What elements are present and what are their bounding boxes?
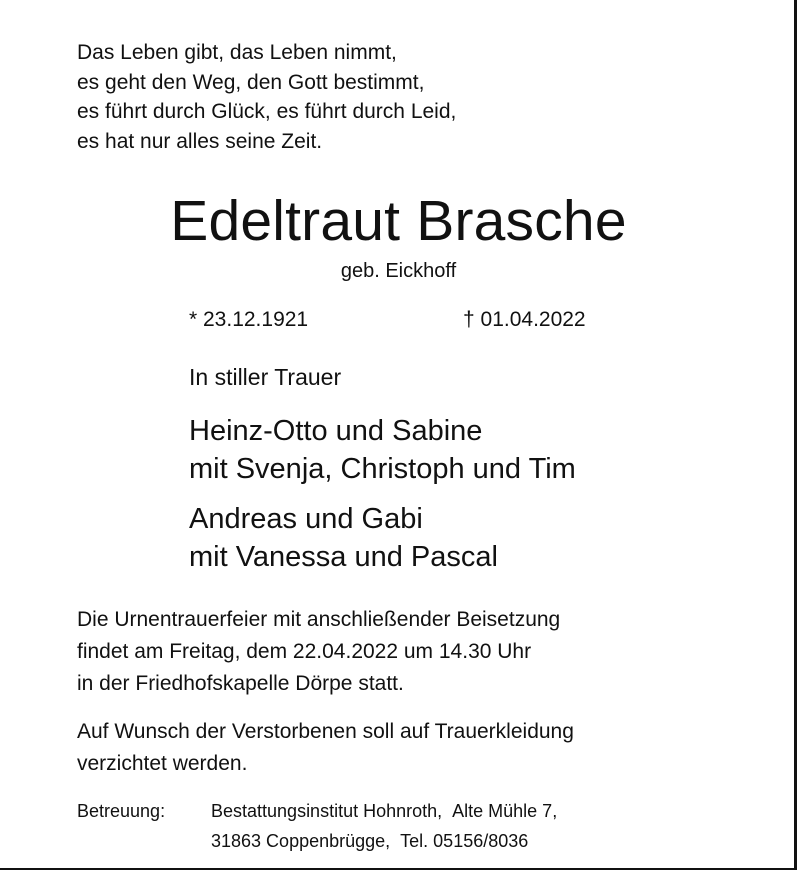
- poem-line: es hat nur alles seine Zeit.: [77, 129, 323, 153]
- deceased-name: Edeltraut Brasche: [170, 189, 627, 253]
- birth-date: * 23.12.1921: [189, 308, 309, 331]
- funeral-home-city: 31863 Coppenbrügge,: [211, 831, 391, 851]
- wish-line: verzichtet werden.: [77, 752, 248, 775]
- poem-line: Das Leben gibt, das Leben nimmt,: [77, 41, 397, 64]
- poem: [77, 38, 456, 156]
- family-group: [189, 412, 576, 488]
- birth-name: geb. Eickhoff: [340, 260, 457, 282]
- ceremony-line: in der Friedhofskapelle Dörpe statt.: [77, 672, 404, 695]
- poem-line: es geht den Weg, den Gott bestimmt,: [77, 70, 425, 94]
- clothing-wish: [77, 716, 574, 780]
- wish-line: Auf Wunsch der Verstorbenen soll auf Trauerkleidung: [77, 720, 574, 743]
- family-line: mit Svenja, Christoph und Tim: [189, 453, 576, 485]
- funeral-home-phone: Tel. 05156/8036: [400, 831, 529, 851]
- care-details: [211, 796, 557, 856]
- death-date: † 01.04.2022: [463, 308, 586, 331]
- poem-line: es führt durch Glück, es führt durch Leid,: [77, 100, 457, 123]
- ceremony-line: Die Urnentrauerfeier mit anschließender Beisetzung: [77, 608, 561, 631]
- funeral-home-street: Alte Mühle 7,: [452, 801, 558, 821]
- mourning-intro: In stiller Trauer: [189, 364, 342, 390]
- funeral-home-name: Bestattungsinstitut Hohnroth,: [211, 801, 443, 821]
- family-group: [189, 500, 498, 576]
- ceremony-line: findet am Freitag, dem 22.04.2022 um 14.30 Uhr: [77, 640, 532, 663]
- family-line: Andreas und Gabi: [189, 503, 423, 535]
- ceremony-info: [77, 604, 560, 700]
- family-line: Heinz-Otto und Sabine: [189, 415, 483, 447]
- family-line: mit Vanessa und Pascal: [189, 541, 498, 573]
- care-label: Betreuung:: [77, 801, 166, 821]
